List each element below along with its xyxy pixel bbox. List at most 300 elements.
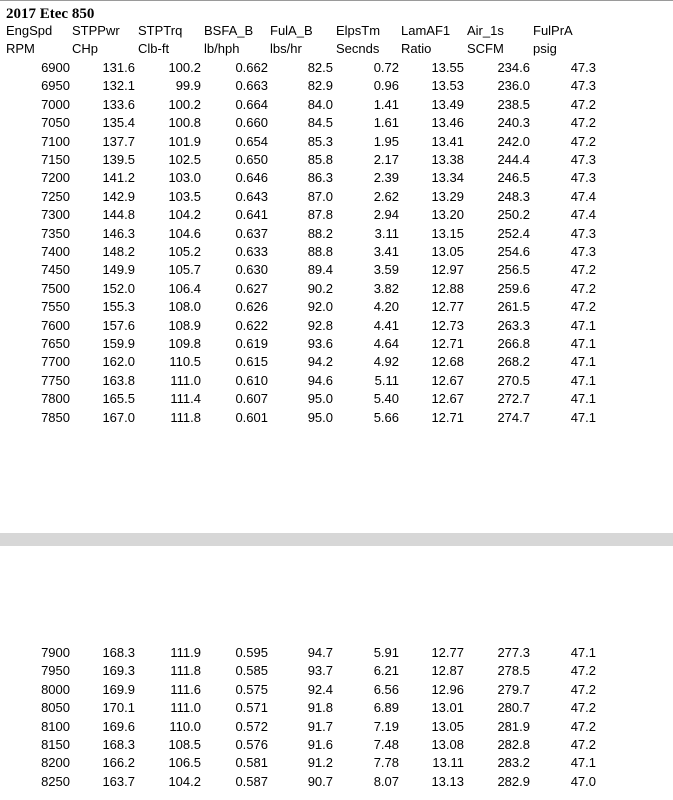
table-cell: 7650	[41, 336, 70, 351]
table-cell: 277.3	[497, 645, 530, 660]
page-separator	[0, 533, 673, 546]
table-cell: 283.2	[497, 755, 530, 771]
table-cell: 47.2	[570, 718, 596, 734]
table-cell: 4.20	[373, 299, 399, 315]
table-cell: 278.5	[497, 663, 530, 679]
table-cell: 167.0	[102, 409, 135, 425]
unit-header: psig	[533, 41, 557, 56]
table-cell: 7950	[41, 663, 70, 679]
table-cell: 7850	[41, 409, 70, 425]
table-row	[0, 390, 673, 408]
table-cell: 7450	[41, 262, 70, 278]
table-cell: 104.6	[168, 225, 201, 241]
table-cell: 12.87	[431, 663, 464, 679]
table-cell: 6.21	[373, 663, 399, 679]
table-cell: 12.73	[431, 317, 464, 333]
table-cell: 13.55	[431, 60, 464, 75]
table-cell: 1.95	[373, 133, 399, 149]
table-cell: 13.46	[431, 115, 464, 131]
table-cell: 92.0	[307, 299, 333, 315]
table-row	[0, 353, 673, 371]
table-cell: 47.3	[570, 60, 596, 75]
table-row	[0, 335, 673, 353]
table-cell: 7200	[41, 170, 70, 186]
table-cell: 84.5	[307, 115, 333, 131]
table-cell: 0.654	[235, 133, 268, 149]
table-cell: 94.7	[307, 645, 333, 660]
table-cell: 0.660	[235, 115, 268, 131]
table-cell: 0.664	[235, 96, 268, 112]
table-cell: 12.67	[431, 372, 464, 388]
unit-header: CHp	[72, 41, 99, 56]
table-cell: 47.1	[570, 755, 596, 771]
table-cell: 7800	[41, 391, 70, 407]
table-cell: 279.7	[497, 681, 530, 697]
table-cell: 236.0	[497, 78, 530, 94]
table-row	[0, 317, 673, 335]
table-cell: 240.3	[497, 115, 530, 131]
table-cell: 137.7	[102, 133, 135, 149]
table-row	[0, 644, 673, 662]
table-cell: 0.627	[235, 280, 268, 296]
table-cell: 47.4	[570, 188, 596, 204]
table-cell: 163.7	[102, 773, 135, 789]
table-cell: 95.0	[307, 391, 333, 407]
table-cell: 47.2	[570, 700, 596, 716]
table-cell: 282.8	[497, 737, 530, 752]
table-cell: 165.5	[102, 391, 135, 407]
table-cell: 4.92	[373, 354, 399, 370]
table-cell: 6.56	[373, 681, 399, 697]
table-cell: 6950	[41, 78, 70, 94]
table-cell: 47.3	[570, 225, 596, 241]
table-cell: 244.4	[497, 152, 530, 167]
table-cell: 2.62	[373, 188, 399, 204]
table-cell: 104.2	[168, 773, 201, 789]
table-row	[0, 114, 673, 132]
table-cell: 0.601	[235, 409, 268, 425]
table-cell: 152.0	[102, 280, 135, 296]
table-row	[0, 662, 673, 680]
table-cell: 111.6	[170, 681, 201, 697]
column-header: STPTrq	[138, 23, 183, 38]
table-cell: 87.0	[307, 188, 333, 204]
table-cell: 101.9	[168, 133, 201, 149]
table-cell: 166.2	[102, 755, 135, 771]
table-cell: 91.6	[307, 737, 333, 752]
table-cell: 93.7	[307, 663, 333, 679]
table-cell: 13.05	[431, 244, 464, 259]
table-cell: 8200	[41, 755, 70, 771]
table-cell: 263.3	[497, 317, 530, 333]
table-cell: 5.40	[373, 391, 399, 407]
column-header-row	[0, 22, 673, 40]
table-cell: 47.3	[570, 78, 596, 94]
table-cell: 146.3	[102, 225, 135, 241]
table-cell: 7350	[41, 225, 70, 241]
table-cell: 246.5	[497, 170, 530, 186]
table-cell: 111.4	[170, 391, 201, 407]
table-cell: 47.1	[570, 645, 596, 660]
table-cell: 1.41	[373, 96, 399, 112]
table-cell: 7600	[41, 317, 70, 333]
column-header: STPPwr	[72, 23, 120, 38]
table-cell: 47.2	[570, 280, 596, 296]
table-cell: 13.41	[431, 133, 464, 149]
table-cell: 47.1	[570, 409, 596, 425]
table-cell: 47.1	[570, 391, 596, 407]
table-row	[0, 96, 673, 114]
table-cell: 13.49	[431, 96, 464, 112]
table-cell: 281.9	[497, 718, 530, 734]
table-cell: 0.650	[235, 152, 268, 167]
table-cell: 266.8	[497, 336, 530, 351]
table-row	[0, 133, 673, 151]
table-cell: 0.637	[235, 225, 268, 241]
table-cell: 242.0	[497, 133, 530, 149]
table-cell: 8.07	[373, 773, 399, 789]
table-cell: 7.48	[373, 737, 399, 752]
table-cell: 7700	[41, 354, 70, 370]
table-cell: 94.2	[307, 354, 333, 370]
table-cell: 170.1	[102, 700, 135, 716]
table-cell: 8150	[41, 737, 70, 752]
table-cell: 13.13	[431, 773, 464, 789]
table-cell: 139.5	[102, 152, 135, 167]
table-cell: 12.96	[431, 681, 464, 697]
table-row	[0, 773, 673, 791]
table-cell: 93.6	[307, 336, 333, 351]
table-cell: 13.05	[431, 718, 464, 734]
table-cell: 8050	[41, 700, 70, 716]
table-row	[0, 681, 673, 699]
table-cell: 47.4	[570, 207, 596, 223]
table-cell: 0.585	[235, 663, 268, 679]
table-cell: 47.3	[570, 152, 596, 167]
table-cell: 13.29	[431, 188, 464, 204]
column-header: EngSpd	[6, 23, 53, 38]
table-cell: 7250	[41, 188, 70, 204]
table-cell: 4.41	[373, 317, 399, 333]
table-row	[0, 298, 673, 316]
table-cell: 7.78	[373, 755, 399, 771]
table-cell: 169.6	[102, 718, 135, 734]
table-cell: 0.595	[235, 645, 268, 660]
table-cell: 7000	[41, 96, 70, 112]
table-cell: 111.0	[170, 372, 201, 388]
table-cell: 3.41	[373, 244, 399, 259]
table-row	[0, 243, 673, 261]
table-cell: 13.38	[431, 152, 464, 167]
column-header: LamAF1	[401, 23, 451, 38]
table-cell: 5.91	[373, 645, 399, 660]
table-cell: 47.2	[570, 737, 596, 752]
column-header: BSFA_B	[204, 23, 254, 38]
table-row	[0, 261, 673, 279]
table-cell: 2.94	[373, 207, 399, 223]
table-cell: 141.2	[102, 170, 135, 186]
table-cell: 3.82	[373, 280, 399, 296]
table-cell: 3.59	[373, 262, 399, 278]
table-cell: 274.7	[497, 409, 530, 425]
table-cell: 8100	[41, 718, 70, 734]
table-cell: 268.2	[497, 354, 530, 370]
report-title: 2017 Etec 850	[6, 6, 95, 22]
table-cell: 131.6	[102, 60, 135, 75]
table-cell: 144.8	[102, 207, 135, 223]
table-cell: 106.5	[168, 755, 201, 771]
unit-header: Secnds	[336, 41, 380, 56]
table-cell: 100.2	[168, 96, 201, 112]
table-cell: 135.4	[102, 115, 135, 131]
table-cell: 8000	[41, 681, 70, 697]
table-cell: 47.1	[570, 336, 596, 351]
table-cell: 2.39	[373, 170, 399, 186]
table-row	[0, 718, 673, 736]
column-header: ElpsTm	[336, 23, 381, 38]
table-cell: 7900	[41, 645, 70, 660]
table-row	[0, 151, 673, 169]
table-cell: 0.663	[235, 78, 268, 94]
table-cell: 12.97	[431, 262, 464, 278]
table-cell: 91.7	[307, 718, 333, 734]
unit-header: lb/hph	[204, 41, 240, 56]
table-cell: 108.0	[168, 299, 201, 315]
table-cell: 90.2	[307, 280, 333, 296]
table-row	[0, 372, 673, 390]
table-cell: 12.77	[431, 299, 464, 315]
table-cell: 0.587	[235, 773, 268, 789]
table-cell: 89.4	[307, 262, 333, 278]
table-cell: 272.7	[497, 391, 530, 407]
table-cell: 108.5	[168, 737, 201, 752]
table-cell: 234.6	[497, 60, 530, 75]
table-cell: 0.633	[235, 244, 268, 259]
unit-header: RPM	[6, 41, 35, 56]
table-cell: 47.2	[570, 133, 596, 149]
table-cell: 7.19	[373, 718, 399, 734]
table-cell: 282.9	[497, 773, 530, 789]
table-cell: 47.2	[570, 663, 596, 679]
table-cell: 270.5	[497, 372, 530, 388]
table-cell: 85.8	[307, 152, 333, 167]
table-row	[0, 225, 673, 243]
table-cell: 103.0	[168, 170, 201, 186]
table-cell: 111.0	[170, 700, 201, 716]
table-cell: 88.8	[307, 244, 333, 259]
table-row	[0, 188, 673, 206]
table-cell: 82.9	[307, 78, 333, 94]
column-header: FulA_B	[270, 23, 313, 38]
table-cell: 142.9	[102, 188, 135, 204]
table-cell: 0.571	[235, 700, 268, 716]
table-cell: 261.5	[497, 299, 530, 315]
table-cell: 3.11	[374, 225, 399, 241]
table-cell: 86.3	[307, 170, 333, 186]
table-cell: 4.64	[373, 336, 399, 351]
table-cell: 0.662	[235, 60, 268, 75]
table-cell: 91.8	[307, 700, 333, 716]
table-cell: 111.8	[170, 663, 201, 679]
table-cell: 0.615	[235, 354, 268, 370]
table-cell: 12.88	[431, 280, 464, 296]
table-cell: 90.7	[307, 773, 333, 789]
table-cell: 248.3	[497, 188, 530, 204]
table-cell: 100.8	[168, 115, 201, 131]
table-cell: 47.1	[570, 354, 596, 370]
table-cell: 0.610	[235, 372, 268, 388]
table-cell: 106.4	[168, 280, 201, 296]
table-cell: 254.6	[497, 244, 530, 259]
unit-header: Ratio	[401, 41, 432, 56]
unit-header: SCFM	[467, 41, 504, 56]
table-cell: 94.6	[307, 372, 333, 388]
table-cell: 87.8	[307, 207, 333, 223]
table-row	[0, 59, 673, 77]
table-cell: 168.3	[102, 645, 135, 660]
table-cell: 169.9	[102, 681, 135, 697]
table-cell: 7050	[41, 115, 70, 131]
table-row	[0, 77, 673, 95]
table-cell: 8250	[41, 773, 70, 789]
table-cell: 149.9	[102, 262, 135, 278]
table-cell: 163.8	[102, 372, 135, 388]
table-cell: 12.71	[431, 336, 464, 351]
table-cell: 2.17	[373, 152, 399, 167]
table-cell: 5.11	[374, 372, 399, 388]
table-cell: 162.0	[102, 354, 135, 370]
table-cell: 13.01	[431, 700, 464, 716]
table-cell: 7300	[41, 207, 70, 223]
table-cell: 13.53	[431, 78, 464, 94]
table-cell: 91.2	[307, 755, 333, 771]
table-cell: 102.5	[168, 152, 201, 167]
table-cell: 88.2	[307, 225, 333, 241]
column-header: Air_1s	[467, 23, 504, 38]
table-cell: 0.72	[373, 60, 399, 75]
table-cell: 155.3	[102, 299, 135, 315]
table-cell: 250.2	[497, 207, 530, 223]
table-cell: 7400	[41, 244, 70, 259]
table-cell: 13.11	[432, 755, 464, 771]
table-cell: 47.1	[570, 372, 596, 388]
table-cell: 133.6	[102, 96, 135, 112]
table-row	[0, 409, 673, 427]
table-cell: 159.9	[102, 336, 135, 351]
table-cell: 47.2	[570, 299, 596, 315]
table-cell: 148.2	[102, 244, 135, 259]
table-cell: 47.2	[570, 96, 596, 112]
table-cell: 5.66	[373, 409, 399, 425]
table-cell: 13.15	[431, 225, 464, 241]
table-cell: 256.5	[497, 262, 530, 278]
table-cell: 82.5	[307, 60, 333, 75]
table-cell: 0.581	[235, 755, 268, 771]
table-cell: 105.7	[168, 262, 201, 278]
table-row	[0, 699, 673, 717]
table-cell: 132.1	[102, 78, 135, 94]
table-cell: 13.08	[431, 737, 464, 752]
table-cell: 0.575	[235, 681, 268, 697]
table-row	[0, 736, 673, 754]
table-cell: 280.7	[497, 700, 530, 716]
table-cell: 6900	[41, 60, 70, 75]
table-cell: 109.8	[168, 336, 201, 351]
table-cell: 104.2	[168, 207, 201, 223]
table-row	[0, 754, 673, 772]
table-cell: 168.3	[102, 737, 135, 752]
column-header: FulPrA	[533, 23, 573, 38]
table-cell: 110.5	[169, 354, 201, 370]
table-cell: 0.607	[235, 391, 268, 407]
table-cell: 0.96	[373, 78, 399, 94]
table-cell: 259.6	[497, 280, 530, 296]
table-cell: 110.0	[169, 718, 201, 734]
table-cell: 0.626	[235, 299, 268, 315]
table-cell: 1.61	[373, 115, 399, 131]
unit-header-row	[0, 40, 673, 58]
table-cell: 0.622	[235, 317, 268, 333]
table-cell: 157.6	[102, 317, 135, 333]
table-cell: 252.4	[497, 225, 530, 241]
table-cell: 13.34	[431, 170, 464, 186]
table-row	[0, 169, 673, 187]
table-cell: 47.3	[570, 244, 596, 259]
table-cell: 103.5	[168, 188, 201, 204]
table-cell: 7750	[41, 372, 70, 388]
table-cell: 12.68	[431, 354, 464, 370]
unit-header: Clb-ft	[138, 41, 170, 56]
table-cell: 7500	[41, 280, 70, 296]
table-cell: 47.3	[570, 170, 596, 186]
unit-header: lbs/hr	[270, 41, 302, 56]
table-cell: 47.1	[570, 317, 596, 333]
table-cell: 92.8	[307, 317, 333, 333]
table-cell: 0.641	[235, 207, 268, 223]
table-cell: 0.572	[235, 718, 268, 734]
table-cell: 47.2	[570, 681, 596, 697]
table-cell: 85.3	[307, 133, 333, 149]
table-cell: 95.0	[307, 409, 333, 425]
table-cell: 238.5	[497, 96, 530, 112]
table-cell: 108.9	[168, 317, 201, 333]
table-cell: 105.2	[168, 244, 201, 259]
table-cell: 169.3	[102, 663, 135, 679]
table-row	[0, 280, 673, 298]
table-cell: 7150	[41, 152, 70, 167]
table-cell: 0.630	[235, 262, 268, 278]
table-cell: 7100	[41, 133, 70, 149]
table-row	[0, 206, 673, 224]
report-page-2	[0, 546, 673, 800]
table-cell: 0.619	[235, 336, 268, 351]
table-cell: 6.89	[373, 700, 399, 716]
table-cell: 12.71	[431, 409, 464, 425]
table-cell: 100.2	[168, 60, 201, 75]
table-cell: 0.646	[235, 170, 268, 186]
table-cell: 0.576	[235, 737, 268, 752]
table-cell: 111.9	[170, 645, 201, 660]
table-cell: 13.20	[431, 207, 464, 223]
table-cell: 47.2	[570, 115, 596, 131]
table-cell: 111.8	[170, 409, 201, 425]
table-cell: 47.0	[570, 773, 596, 789]
table-cell: 84.0	[307, 96, 333, 112]
table-cell: 0.643	[235, 188, 268, 204]
table-cell: 12.67	[431, 391, 464, 407]
table-cell: 92.4	[307, 681, 333, 697]
table-cell: 99.9	[175, 78, 201, 94]
